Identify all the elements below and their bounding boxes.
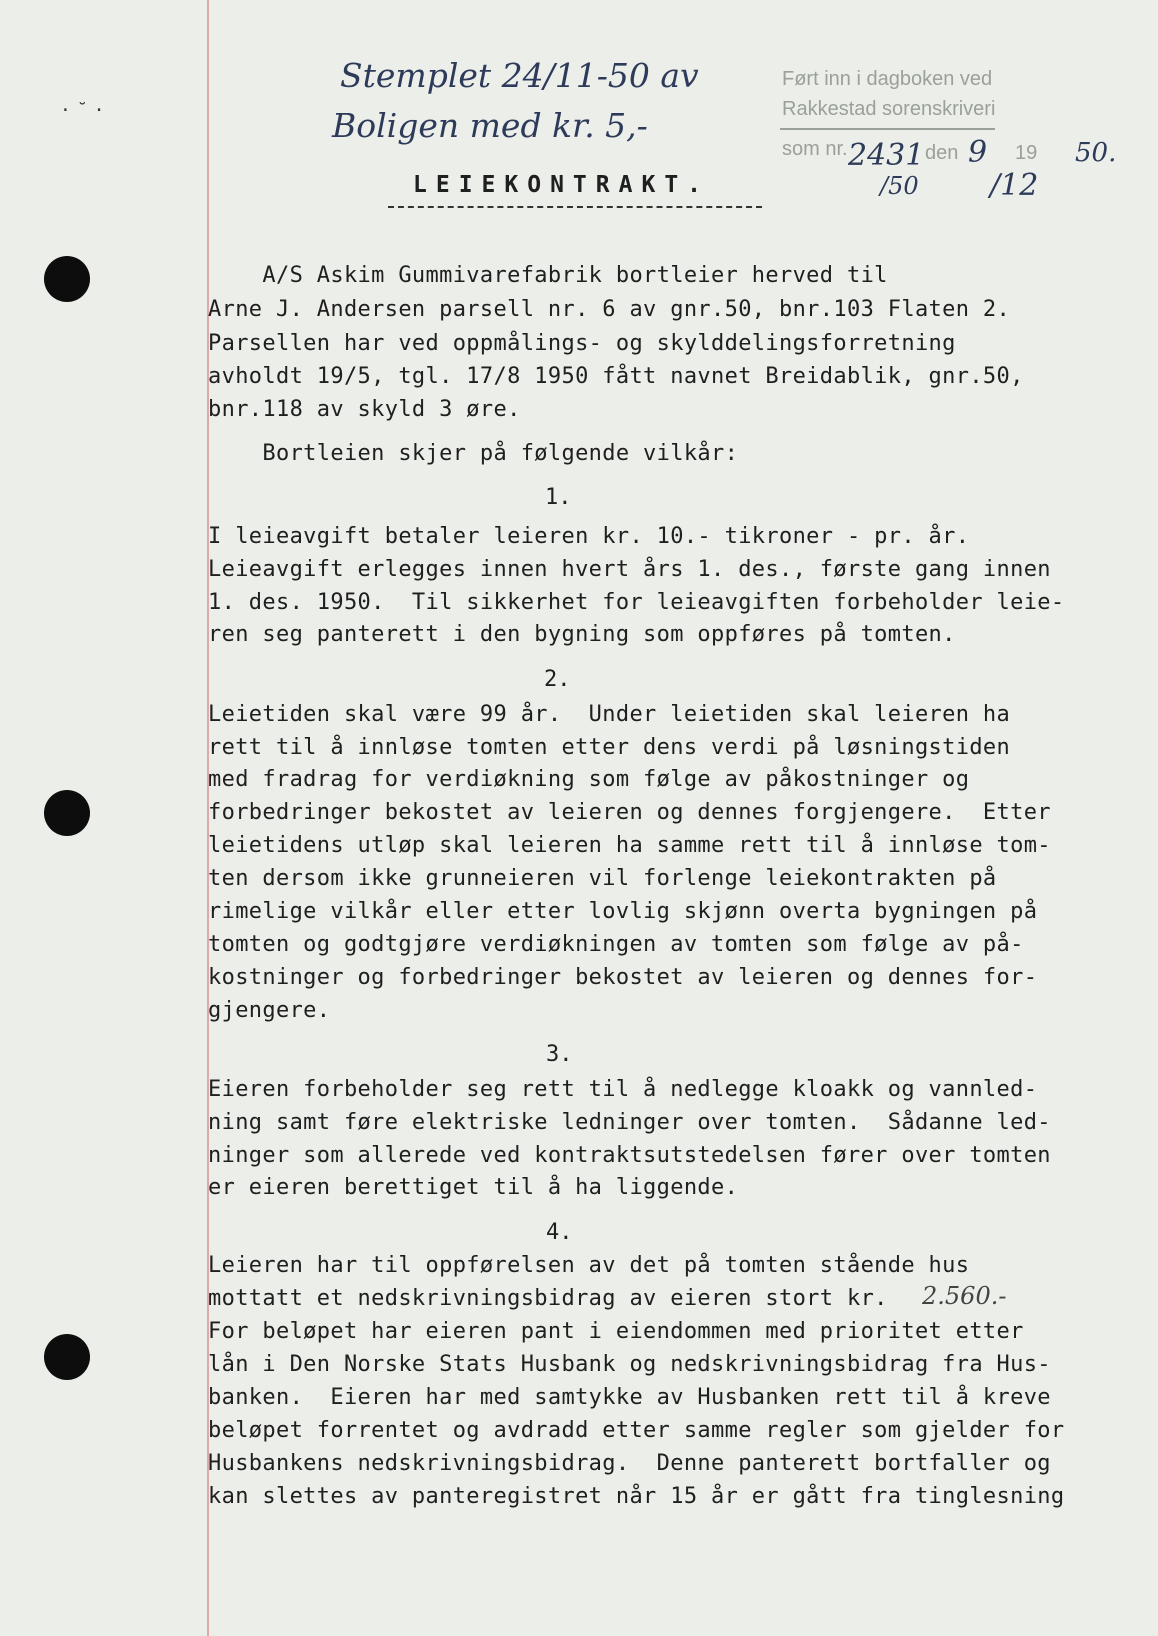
registry-year-prefix: 19 [1015, 142, 1038, 164]
registry-stamp-line1: Ført inn i dagboken ved [782, 68, 993, 90]
section-2-line: Leietiden skal være 99 år. Under leietiden skal leieren ha [208, 702, 1011, 727]
section-number: 2. [544, 667, 571, 692]
section-3-line: Eieren forbeholder seg rett til å nedlegge kloakk og vannled- [208, 1077, 1038, 1102]
registry-month: /12 [990, 168, 1039, 203]
punch-hole-icon [44, 1334, 90, 1380]
section-3-line: ning samt føre elektriske ledninger over tomten. Sådanne led- [208, 1110, 1051, 1135]
punch-hole-icon [44, 790, 90, 836]
section-3-line: ninger som allerede ved kontraktsutstedelsen fører over tomten [208, 1143, 1051, 1168]
section-1-line: Leieavgift erlegges innen hvert års 1. des., første gang innen [208, 557, 1051, 582]
document-title: LEIEKONTRAKT. [413, 172, 711, 198]
intro-line: A/S Askim Gummivarefabrik bortleier herved til [208, 263, 888, 288]
handwritten-note-line2: Boligen med kr. 5,- [332, 106, 648, 145]
section-1-line: ren seg panterett i den bygning som oppføres på tomten. [208, 622, 956, 647]
paper-specks: ·˘· [60, 100, 111, 121]
section-2-line: leietidens utløp skal leieren ha samme rett til å innløse tom- [208, 833, 1051, 858]
registry-number: 2431 [848, 138, 925, 173]
section-2-line: rimelige vilkår eller etter lovlig skjønn overta bygningen på [208, 899, 1038, 924]
section-1-line: I leieavgift betaler leieren kr. 10.- tikroner - pr. år. [208, 524, 970, 549]
section-2-line: ten dersom ikke grunneieren vil forlenge leiekontrakten på [208, 866, 997, 891]
section-2-line: med fradrag for verdiøkning som følge av påkostninger og [208, 767, 970, 792]
section-2-line: gjengere. [208, 998, 331, 1023]
registry-number-suffix: /50 [880, 172, 919, 200]
registry-day: 9 [968, 135, 988, 170]
intro-line: Parsellen har ved oppmålings- og skylddelingsforretning [208, 331, 956, 356]
section-4-line: Leieren har til oppførelsen av det på tomten stående hus [208, 1253, 970, 1278]
handwritten-note-line1: Stemplet 24/11-50 av [340, 56, 699, 95]
intro-line: bnr.118 av skyld 3 øre. [208, 397, 521, 422]
section-number: 4. [546, 1220, 573, 1245]
section-2-line: kostninger og forbedringer bekostet av leieren og dennes for- [208, 965, 1038, 990]
section-2-line: forbedringer bekostet av leieren og dennes forgjengere. Etter [208, 800, 1051, 825]
registry-den-label: den [925, 142, 959, 164]
section-4-line: beløpet forrentet og avdradd etter samme regler som gjelder for [208, 1418, 1065, 1443]
section-4-line: For beløpet har eieren pant i eiendommen med prioritet etter [208, 1319, 1024, 1344]
title-underline [388, 206, 762, 208]
section-number: 1. [545, 485, 572, 510]
section-4-line: Husbankens nedskrivningsbidrag. Denne panterett bortfaller og [208, 1451, 1051, 1476]
section-1-line: 1. des. 1950. Til sikkerhet for leieavgiften forbeholder leie- [208, 590, 1065, 615]
section-4-line: banken. Eieren har med samtykke av Husbanken rett til å kreve [208, 1385, 1051, 1410]
intro-line: avholdt 19/5, tgl. 17/8 1950 fått navnet Breidablik, gnr.50, [208, 364, 1024, 389]
section-4-line: lån i Den Norske Stats Husbank og nedskrivningsbidrag fra Hus- [208, 1352, 1051, 1377]
registry-stamp-rule [780, 128, 995, 130]
section-3-line: er eieren berettiget til å ha liggende. [208, 1175, 739, 1200]
section-4-line: mottatt et nedskrivningsbidrag av eieren stort kr. [208, 1286, 888, 1311]
section-number: 3. [546, 1042, 573, 1067]
section-2-line: tomten og godtgjøre verdiøkningen av tomten som følge av på- [208, 932, 1024, 957]
intro-line: Arne J. Andersen parsell nr. 6 av gnr.50, bnr.103 Flaten 2. [208, 297, 1011, 322]
registry-year-suffix: 50. [1075, 138, 1117, 168]
handwritten-amount: 2.560.- [922, 1282, 1007, 1310]
conditions-intro: Bortleien skjer på følgende vilkår: [208, 441, 739, 466]
section-2-line: rett til å innløse tomten etter dens verdi på løsningstiden [208, 735, 1011, 760]
registry-stamp-line3-prefix: som nr. [782, 138, 848, 160]
punch-hole-icon [44, 256, 90, 302]
section-4-line: kan slettes av panteregistret når 15 år er gått fra tinglesning [208, 1484, 1065, 1509]
registry-stamp-line2: Rakkestad sorenskriveri [782, 98, 996, 120]
